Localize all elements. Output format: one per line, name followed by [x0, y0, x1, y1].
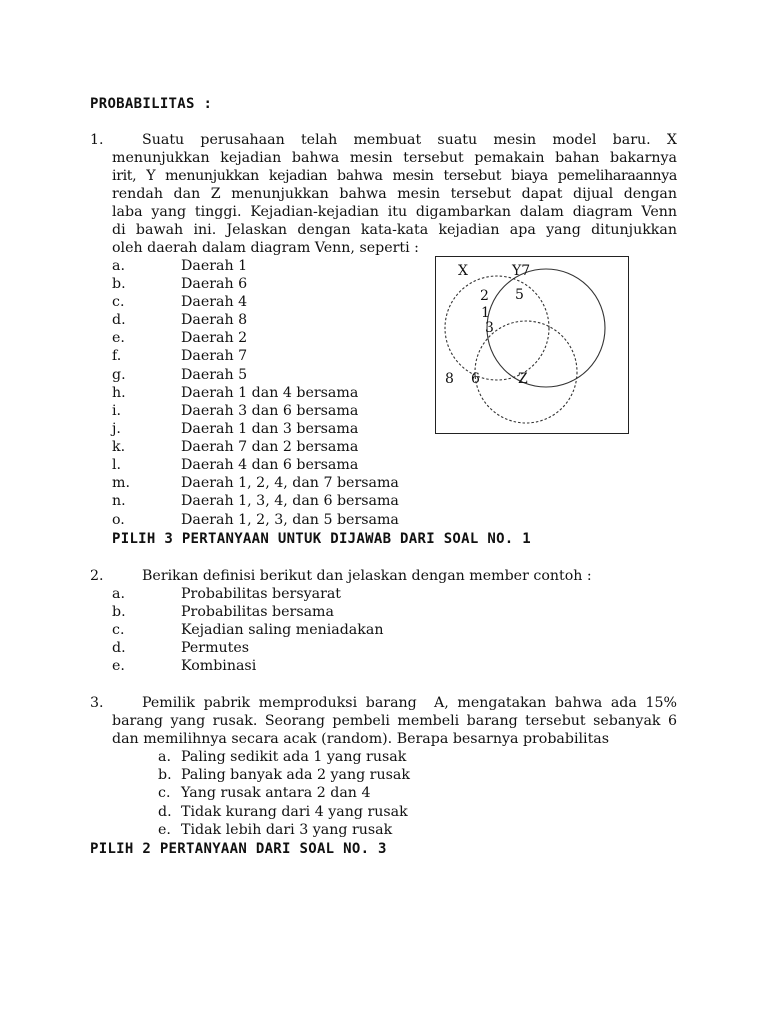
q1-number: 1. [90, 132, 104, 148]
q2-text: Berikan definisi berikut dan jelaskan dengan member contoh : [142, 568, 592, 584]
q1-item-label: g. [112, 367, 126, 383]
q1-item-label: l. [112, 457, 122, 473]
q3-item-label: a. [158, 749, 171, 765]
q3-line-2: barang yang rusak. Seorang pembeli membeli barang tersebut sebanyak 6 [112, 713, 677, 729]
q1-item-label: i. [112, 403, 122, 419]
q2-item-text: Kombinasi [181, 658, 257, 674]
venn-region-3: 3 [485, 320, 494, 336]
q1-item-label: h. [112, 385, 126, 401]
q3-line-3: dan memilihnya secara acak (random). Berapa besarnya probabilitas [112, 731, 610, 747]
q1-item-label: n. [112, 493, 126, 509]
q2-item-label: c. [112, 622, 125, 638]
venn-circles [436, 257, 628, 433]
q3-item-text: Paling banyak ada 2 yang rusak [181, 767, 410, 783]
q3-item-text: Yang rusak antara 2 dan 4 [181, 785, 371, 801]
q2-item-label: e. [112, 658, 125, 674]
q2-item-label: d. [112, 640, 126, 656]
q1-item-text: Daerah 8 [181, 312, 248, 328]
venn-region-5: 5 [515, 287, 524, 303]
q3-number: 3. [90, 695, 104, 711]
q1-item-text: Daerah 7 [181, 348, 248, 364]
venn-label-y: Y7 [512, 263, 531, 279]
venn-region-1: 1 [481, 305, 490, 321]
q1-item-label: m. [112, 475, 130, 491]
q1-item-label: b. [112, 276, 126, 292]
q3-item-label: d. [158, 804, 172, 820]
q3-line-1: Pemilik pabrik memproduksi barang A, mengatakan bahwa ada 15% [142, 695, 677, 711]
q1-item-text: Daerah 1, 2, 3, dan 5 bersama [181, 512, 399, 528]
q3-item-label: b. [158, 767, 172, 783]
q3-item-text: Tidak lebih dari 3 yang rusak [181, 822, 393, 838]
q1-item-text: Daerah 1 dan 3 bersama [181, 421, 359, 437]
q2-item-label: a. [112, 586, 125, 602]
q1-line-6: di bawah ini. Jelaskan dengan kata-kata kejadian apa yang ditunjukkan [112, 222, 677, 238]
q1-item-text: Daerah 1 [181, 258, 248, 274]
q1-item-label: c. [112, 294, 125, 310]
q1-line-3: irit, Y menunjukkan kejadian bahwa mesin tersebut biaya pemeliharaannya [112, 168, 677, 184]
q1-item-label: a. [112, 258, 125, 274]
q1-item-text: Daerah 2 [181, 330, 248, 346]
q1-line-7: oleh daerah dalam diagram Venn, seperti : [112, 240, 419, 256]
q1-item-label: d. [112, 312, 126, 328]
q2-item-label: b. [112, 604, 126, 620]
venn-diagram [435, 256, 629, 434]
circle-x [445, 276, 549, 380]
q1-line-1: Suatu perusahaan telah membuat suatu mesin model baru. X [142, 132, 677, 148]
q1-item-text: Daerah 1, 3, 4, dan 6 bersama [181, 493, 399, 509]
q1-item-text: Daerah 1, 2, 4, dan 7 bersama [181, 475, 399, 491]
venn-region-2: 2 [480, 288, 489, 304]
q1-line-2: menunjukkan kejadian bahwa mesin tersebut pemakain bahan bakarnya [112, 150, 677, 166]
q1-item-text: Daerah 3 dan 6 bersama [181, 403, 359, 419]
venn-region-6: 6 [471, 371, 480, 387]
q2-item-text: Probabilitas bersama [181, 604, 334, 620]
venn-region-8: 8 [445, 371, 454, 387]
q3-item-label: c. [158, 785, 171, 801]
q1-item-text: Daerah 6 [181, 276, 248, 292]
q1-item-label: e. [112, 330, 125, 346]
q1-item-text: Daerah 4 [181, 294, 248, 310]
q1-item-text: Daerah 5 [181, 367, 248, 383]
q3-item-label: e. [158, 822, 171, 838]
circle-y [487, 269, 605, 387]
q3-item-text: Tidak kurang dari 4 yang rusak [181, 804, 408, 820]
q2-item-text: Probabilitas bersyarat [181, 586, 342, 602]
q2-number: 2. [90, 568, 104, 584]
q2-item-text: Kejadian saling meniadakan [181, 622, 384, 638]
venn-label-z: Z [518, 371, 528, 387]
q3-instruction: PILIH 2 PERTANYAAN DARI SOAL NO. 3 [90, 841, 387, 857]
q1-line-5: laba yang tinggi. Kejadian-kejadian itu digambarkan dalam diagram Venn [112, 204, 677, 220]
q1-item-text: Daerah 4 dan 6 bersama [181, 457, 359, 473]
q1-item-text: Daerah 7 dan 2 bersama [181, 439, 359, 455]
q1-line-4: rendah dan Z menunjukkan bahwa mesin tersebut dapat dijual dengan [112, 186, 677, 202]
q1-item-label: j. [112, 421, 121, 437]
q2-item-text: Permutes [181, 640, 250, 656]
q1-item-label: f. [112, 348, 122, 364]
page-title: PROBABILITAS : [90, 96, 213, 112]
q1-instruction: PILIH 3 PERTANYAAN UNTUK DIJAWAB DARI SOAL NO. 1 [112, 531, 531, 547]
q3-item-text: Paling sedikit ada 1 yang rusak [181, 749, 407, 765]
q1-item-label: k. [112, 439, 126, 455]
venn-label-x: X [458, 263, 468, 279]
q1-item-label: o. [112, 512, 125, 528]
q1-item-text: Daerah 1 dan 4 bersama [181, 385, 359, 401]
